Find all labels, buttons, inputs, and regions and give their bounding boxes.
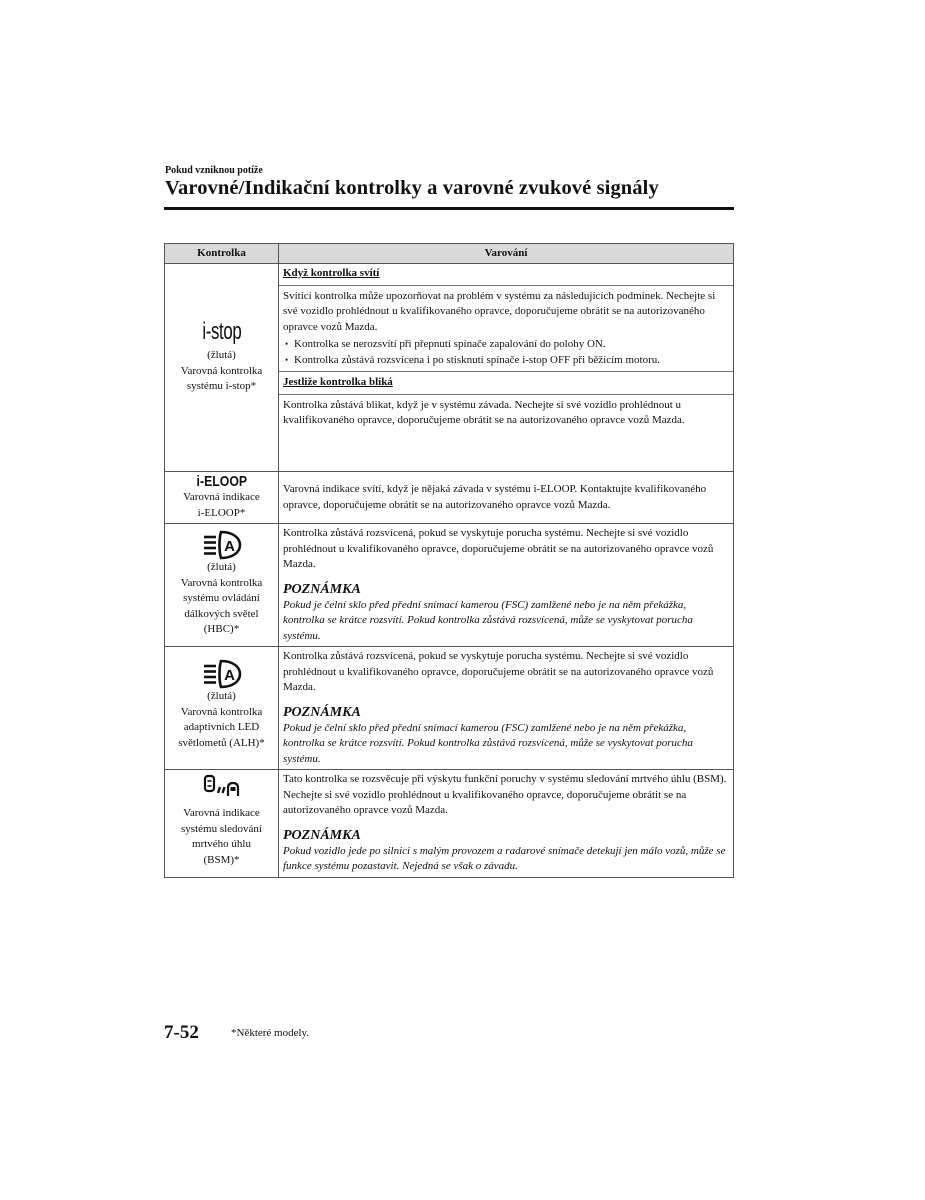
table-row	[165, 647, 734, 770]
table-row	[165, 472, 734, 524]
svg-text:A: A	[223, 538, 235, 555]
subheading-light-on: Když kontrolka svítí	[283, 267, 380, 279]
footnote: *Některé modely.	[231, 1027, 310, 1039]
indicator-label-line: dálkových světel	[184, 607, 259, 620]
i-stop-icon: i-stop	[202, 318, 241, 345]
page-number: 7-52	[164, 1022, 199, 1043]
indicator-label-line: Varovná indikace	[183, 491, 260, 503]
page-title: Varovné/Indikační kontrolky a varovné zvukové signály	[165, 177, 659, 199]
warning-cell	[279, 472, 734, 524]
paragraph: Kontrolka zůstává rozsvícená, pokud se vyskytuje porucha systému. Nechejte si své vozidlo prohlédnout u kvalifikovaného opravce, doporučujeme obrátit se na autorizovaného opravce vozů Mazda.	[283, 650, 714, 693]
paragraph: Tato kontrolka se rozsvěcuje při výskytu funkční poruchy v systému sledování mrtvého úhlu (BSM). Nechejte si své vozidlo prohlédnout u kvalifikovaného opravce, doporučujeme obrátit se na autorizovaného opravce vozů Mazda.	[283, 773, 727, 816]
high-beam-auto-icon	[202, 530, 242, 560]
table-row	[165, 770, 734, 878]
indicator-label-line: systému ovládání	[183, 592, 260, 604]
adaptive-led-headlight-icon	[202, 659, 242, 689]
indicator-label-line: Varovná indikace	[183, 807, 260, 819]
subheading-light-flashes: Jestliže kontrolka bliká	[283, 376, 393, 388]
indicator-label-line: Varovná kontrolka	[180, 576, 263, 589]
paragraph: Kontrolka zůstává blikat, když je v systému závada. Nechejte si své vozidlo prohlédnout u kvalifikovaného opravce, doporučujeme obrátit se na autorizovaného opravce vozů Mazda.	[283, 398, 685, 426]
indicator-label-line: světlometů (ALH)*	[178, 736, 265, 749]
warning-cell	[279, 647, 734, 770]
warning-cell	[279, 524, 734, 647]
indicator-label-line: (žlutá)	[207, 349, 236, 361]
indicator-cell	[165, 647, 279, 770]
warning-cell	[279, 770, 734, 878]
indicator-label-line: (HBC)*	[203, 623, 240, 635]
warning-lights-table	[164, 243, 734, 878]
indicator-cell	[165, 264, 279, 472]
warning-cell	[279, 264, 734, 472]
title-rule	[164, 207, 734, 210]
indicator-label-line: i-ELOOP*	[197, 506, 246, 519]
condition-list	[283, 337, 728, 368]
paragraph: Kontrolka zůstává rozsvícená, pokud se vyskytuje porucha systému. Nechejte si své vozidlo prohlédnout u kvalifikovaného opravce, doporučujeme obrátit se na autorizovaného opravce vozů Mazda.	[283, 527, 714, 570]
note-title: POZNÁMKA	[283, 704, 361, 720]
i-eloop-icon: i-ELOOP	[196, 473, 247, 490]
blind-spot-monitoring-icon	[201, 774, 243, 800]
column-header-warning: Varování	[279, 244, 734, 264]
indicator-label-line: systému i-stop*	[186, 380, 257, 392]
indicator-cell	[165, 524, 279, 647]
table-row	[165, 524, 734, 647]
list-item: • Kontrolka se nerozsvítí při přepnutí spínače zapalování do polohy ON.	[283, 337, 728, 353]
indicator-label-line: (žlutá)	[207, 690, 236, 702]
column-header-indicator: Kontrolka	[165, 244, 279, 264]
note-title: POZNÁMKA	[283, 827, 361, 843]
indicator-cell	[165, 472, 279, 524]
note-text: Pokud je čelní sklo před přední snímací kamerou (FSC) zamlžené nebo je na něm překážka, kontrolka se krátce rozsvítí. Pokud kontrolka zůstává rozsvícená, může se vyskytovat porucha systému.	[283, 721, 693, 765]
indicator-label-line: Varovná kontrolka	[180, 705, 263, 718]
indicator-cell	[165, 770, 279, 878]
paragraph: Varovná indikace svítí, když je nějaká závada v systému i-ELOOP. Kontaktujte kvalifikovaného opravce, doporučujeme obrátit se na autorizovaného opravce vozů Mazda.	[283, 483, 707, 511]
note-title: POZNÁMKA	[283, 581, 361, 597]
table-header-row	[165, 244, 734, 264]
list-item: • Kontrolka zůstává rozsvícena i po stisknutí spínače i-stop OFF při běžícím motoru.	[283, 353, 728, 369]
indicator-label-line: Varovná kontrolka	[180, 364, 263, 377]
indicator-label-line: mrtvého úhlu	[192, 838, 251, 850]
section-label: Pokud vzniknou potíže	[165, 165, 263, 176]
note-text: Pokud je čelní sklo před přední snímací kamerou (FSC) zamlžené nebo je na něm překážka, kontrolka se krátce rozsvítí. Pokud kontrolka zůstává rozsvícená, může se vyskytovat porucha systému.	[283, 598, 693, 642]
indicator-label-line: adaptivních LED	[183, 721, 260, 733]
indicator-label-line: (BSM)*	[203, 853, 240, 866]
svg-text:A: A	[223, 667, 235, 684]
table-row	[165, 264, 734, 472]
indicator-label-line: (žlutá)	[207, 561, 236, 573]
paragraph: Svítící kontrolka může upozorňovat na problém v systému za následujících podmínek. Nechejte si své vozidlo prohlédnout u kvalifikovaného opravce, doporučujeme obrátit se na autorizovaného opravce vozů Mazda.	[283, 289, 716, 333]
indicator-label-line: systému sledování	[181, 822, 262, 835]
note-text: Pokud vozidlo jede po silnici s malým provozem a radarové snímače detekují jen málo vozů, může se funkce systému pozastavit. Nejedná se však o závadu.	[283, 844, 726, 872]
